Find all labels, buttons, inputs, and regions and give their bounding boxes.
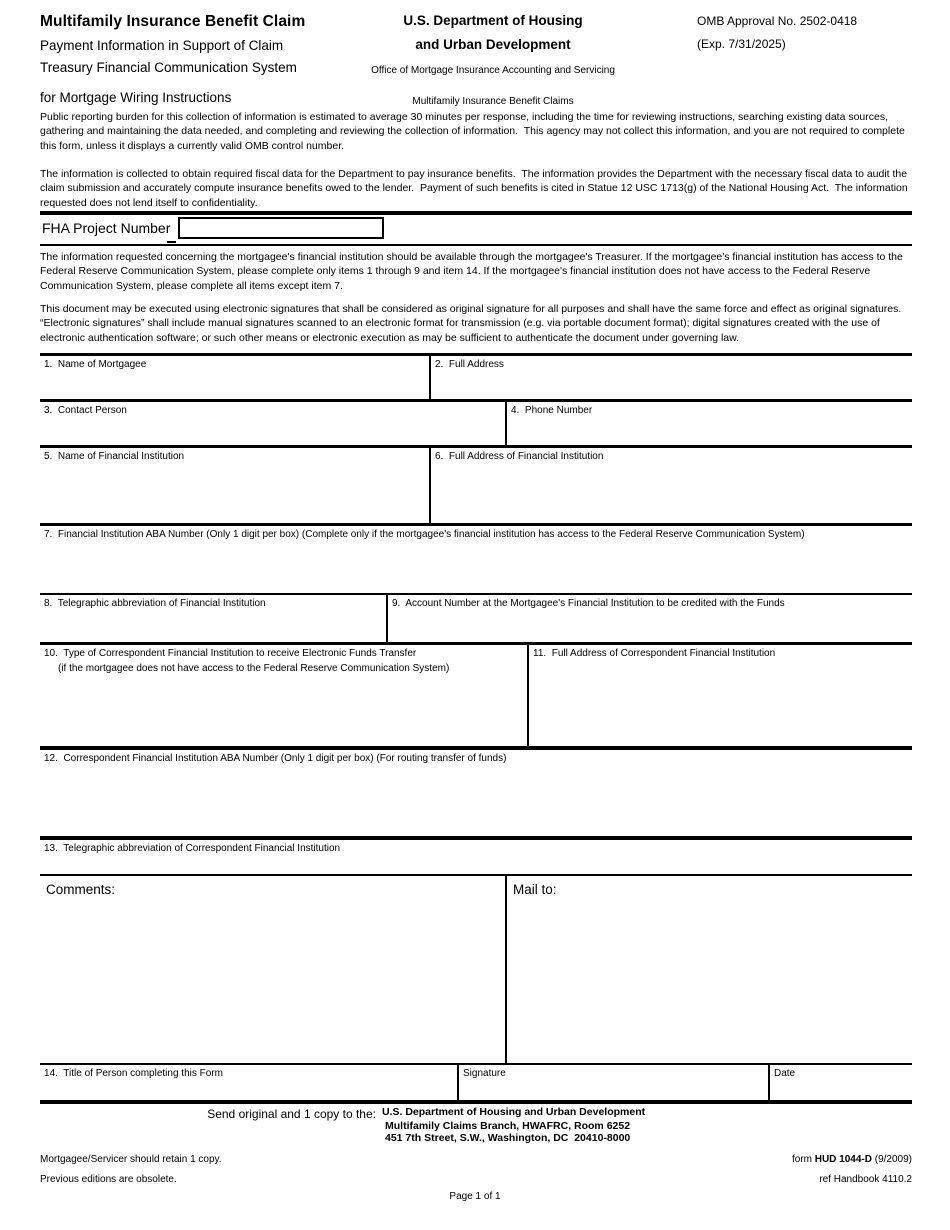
field-1-label: 1. Name of Mortgagee [44,359,147,370]
form-title: Multifamily Insurance Benefit Claim [40,13,306,30]
field-14-label: 14. Title of Person completing this Form [44,1068,223,1079]
obsolete-note: Previous editions are obsolete. [40,1174,177,1185]
fha-project-number-label: FHA Project Number [42,220,171,236]
send-to-label: Send original and 1 copy to the: [207,1107,376,1121]
electronic-signatures-notice: This document may be executed using electronic signatures that shall be considered as original signature for all purposes and shall have the same force and effect as original signatures. “Electronic signatures” shall include manual signatures scanned to an electronic format for transmission (e.g. via portable document format); digital signatures created with the use of electronic authentication software; or such other means or electronic execution as may be sufficient to authenticate the document under governing law. [40,303,905,344]
form-subtitle-3: for Mortgage Wiring Instructions [40,90,232,105]
field-6-label: 6. Full Address of Financial Institution [435,451,604,462]
divider-line-fha [40,244,912,246]
page-indicator: Page 1 of 1 [449,1191,501,1202]
field-7-label: 7. Financial Institution ABA Number (Only 1 digit per box) (Complete only if the mortgagee's financial institution has access to the Federal Reserve Communication System) [44,529,805,540]
department-heading [348,13,638,107]
table-row-9 [40,874,912,1063]
underscore-artifact [167,241,176,243]
field-14-title-of-person[interactable] [40,1065,457,1100]
field-4-label: 4. Phone Number [511,405,593,416]
send-to-address-line-1: U.S. Department of Housing and Urban Development [382,1106,646,1118]
field-9-account-number[interactable] [386,595,912,642]
completion-instructions: The information requested concerning the mortgagee's financial institution should be available through the mortgagee's Treasurer. If the mortgagee's financial institution has access to the Federal Reserve Communication System, please complete only items 1 through 9 and item 14. If the mortgagee's financial institution does not have access to the Federal Reserve Communication System, please complete all items except item 7. [40,251,906,292]
omb-approval-number: OMB Approval No. 2502-0418 [697,14,858,28]
field-8-label: 8. Telegraphic abbreviation of Financial Institution [44,598,266,609]
send-to-address-line-2: Multifamily Claims Branch, HWAFRC, Room 6252 [385,1119,631,1132]
omb-expiration: (Exp. 7/31/2025) [697,37,786,51]
table-row-5 [40,593,912,642]
fha-project-number-input[interactable] [178,217,384,239]
form-ref-suffix: (9/2009) [871,1154,912,1165]
field-10-label: 10. Type of Correspondent Financial Institution to receive Electronic Funds Transfer [44,648,417,659]
form-ref-number: HUD 1044-D [814,1154,872,1165]
mail-to-label: Mail to: [513,882,557,897]
field-8-telegraphic-abbreviation[interactable] [40,595,386,642]
form-fields-table [40,353,912,1104]
table-row-4 [40,523,912,593]
signature-label: Signature [463,1068,506,1079]
field-5-name-of-financial-institution[interactable] [40,448,429,523]
date-label: Date [774,1068,796,1079]
table-row-6 [40,642,912,746]
field-4-phone-number[interactable] [505,402,912,445]
field-3-label: 3. Contact Person [44,405,127,416]
comments-label: Comments: [46,882,116,897]
table-row-8 [40,836,912,874]
send-to-address-line-3: 451 7th Street, S.W., Washington, DC 20410-8000 [385,1131,631,1144]
signature-area[interactable] [457,1065,768,1100]
field-11-label: 11. Full Address of Correspondent Financial Institution [533,648,776,659]
field-9-label: 9. Account Number at the Mortgagee's Financial Institution to be credited with the Funds [392,598,785,609]
field-7-financial-institution-aba-number[interactable] [40,526,912,593]
office-line-2: Multifamily Insurance Benefit Claims [412,96,574,107]
paperwork-burden-notice: Public reporting burden for this collection of information is estimated to average 30 minutes per response, including the time for reviewing instructions, searching existing data sources, gathering and maintaining the data needed, and completing and reviewing the collection of information. This agency may not collect this information, and you are not required to complete this form, unless it displays a currently valid OMB control number. [40,111,908,152]
divider-bar-bottom [40,1100,912,1104]
divider-bar-top [40,211,912,215]
table-row-1 [40,353,912,399]
field-12-correspondent-aba-number[interactable] [40,750,912,836]
information-use-notice: The information is collected to obtain required fiscal data for the Department to pay insurance benefits. The information provides the Department with the necessary fiscal data to audit the claim submission and accurately compute insurance benefits owed to the lender. Payment of such benefits is cited in Statue 12 USC 1713(g) of the National Housing Act. The information requested does not lend itself to confidentiality. [40,168,911,209]
department-line-2: and Urban Development [415,37,571,52]
field-2-label: 2. Full Address [435,359,504,370]
date-area[interactable] [768,1065,912,1100]
field-13-label: 13. Telegraphic abbreviation of Correspondent Financial Institution [44,843,341,854]
field-6-full-address-of-financial-institution[interactable] [429,448,912,523]
office-line-1: Office of Mortgage Insurance Accounting and Servicing [371,65,615,76]
field-11-full-address-of-correspondent[interactable] [527,645,912,746]
table-row-10 [40,1063,912,1100]
send-to-address [382,1107,645,1144]
comments-area[interactable] [40,876,505,1063]
handbook-reference: ref Handbook 4110.2 [819,1174,912,1185]
field-3-contact-person[interactable] [40,402,505,445]
retain-note: Mortgagee/Servicer should retain 1 copy. [40,1154,222,1165]
field-10-note: (if the mortgagee does not have access to the Federal Reserve Communication System) [58,662,450,674]
mail-to-area[interactable] [505,876,912,1063]
table-row-3 [40,445,912,523]
field-12-label: 12. Correspondent Financial Institution ABA Number (Only 1 digit per box) (For routing transfer of funds) [44,753,507,764]
field-2-full-address[interactable] [429,356,912,399]
form-reference [612,1154,912,1165]
field-1-name-of-mortgagee[interactable] [40,356,429,399]
field-5-label: 5. Name of Financial Institution [44,451,185,462]
field-13-telegraphic-abbreviation-correspondent[interactable] [40,840,912,874]
form-subtitle-1: Payment Information in Support of Claim [40,38,284,53]
field-10-type-of-correspondent-financial-institution[interactable] [40,645,527,746]
table-row-7 [40,746,912,836]
form-ref-prefix: form [791,1154,815,1165]
department-line-1: U.S. Department of Housing [403,13,583,28]
table-row-2 [40,399,912,445]
form-subtitle-2: Treasury Financial Communication System [40,60,297,75]
